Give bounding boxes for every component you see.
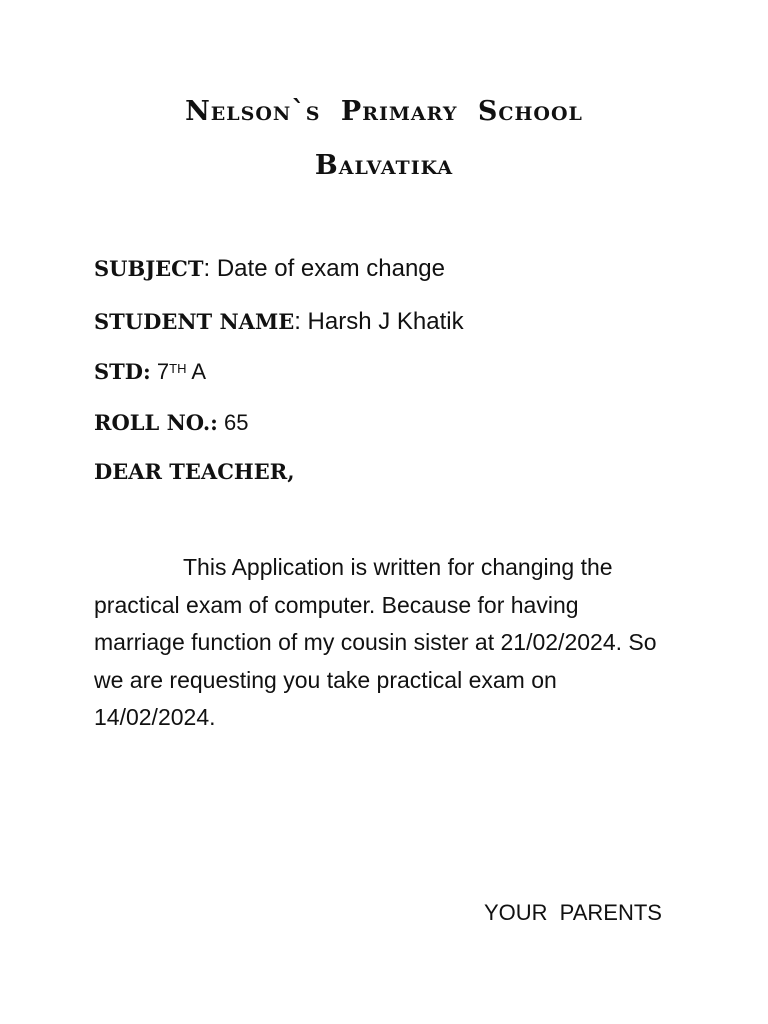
- roll-value: 65: [217, 410, 249, 435]
- greeting: DEAR TEACHER,: [94, 459, 295, 484]
- school-name: Nelson`s Primary School: [185, 96, 583, 127]
- std-label: STD:: [94, 359, 151, 384]
- std-line: [94, 359, 714, 385]
- subject-label: SUBJECT: [94, 256, 204, 281]
- student-name-value: : Harsh J Khatik: [294, 308, 464, 335]
- letter-body-text: This Application is written for changing the practical exam of computer. Because for having marriage function of my cousin sister at 21/02/2024. So we are requesting you take practical exam on 14/02/2024.: [94, 554, 657, 730]
- roll-label: ROLL NO.:: [94, 410, 218, 435]
- student-name-label: STUDENT NAME: [94, 309, 295, 334]
- letter-body: [94, 549, 674, 737]
- student-name-line: [94, 308, 714, 336]
- school-section: Balvatika: [314, 150, 454, 181]
- subject-line: [94, 255, 714, 283]
- subject-value: : Date of exam change: [203, 255, 445, 282]
- std-division: A: [186, 359, 207, 384]
- roll-line: [94, 410, 714, 436]
- closing-signature: YOUR PARENTS: [484, 900, 662, 925]
- std-number: 7: [150, 359, 170, 384]
- std-superscript: TH: [169, 361, 187, 376]
